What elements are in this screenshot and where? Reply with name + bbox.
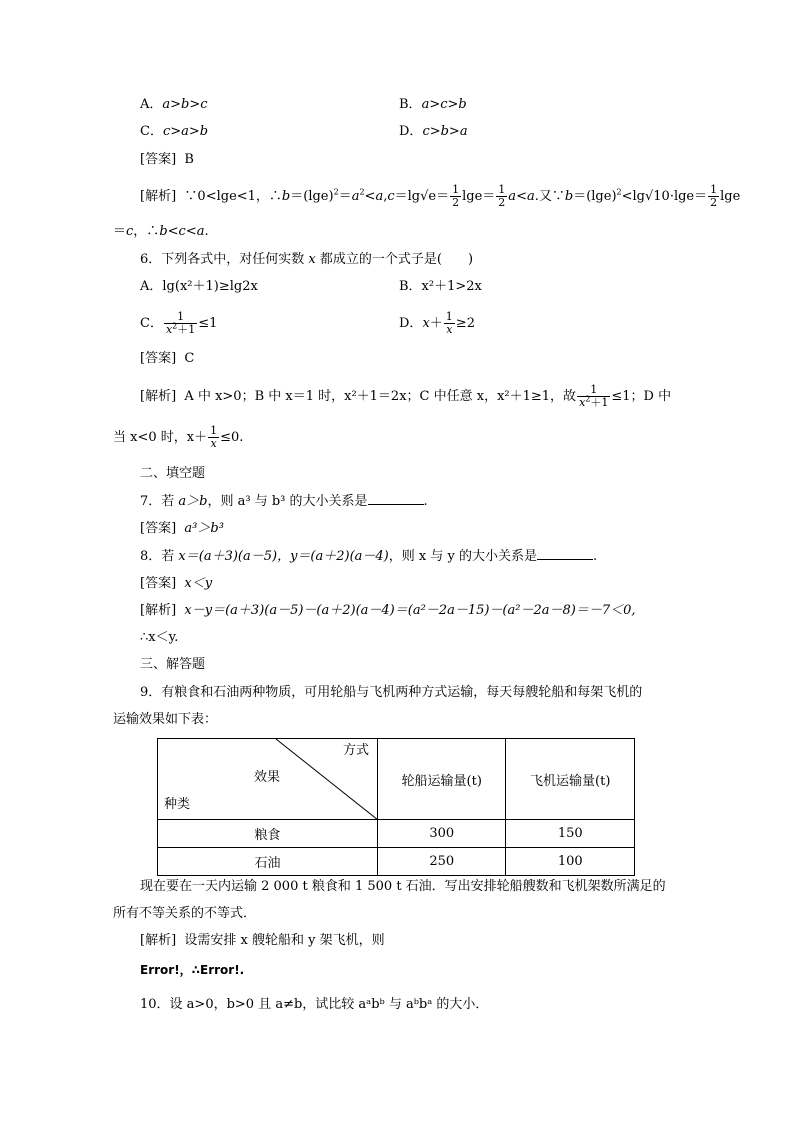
q10-stem: 10．设 a>0，b>0 且 a≠b，试比较 aᵃbᵇ 与 aᵇbᵃ 的大小．	[140, 997, 489, 1012]
q5-option-d: D．c>b>a	[399, 124, 468, 139]
section-title-fill-in: 二、填空题	[140, 466, 206, 481]
q8-stem: 8．若 x＝(a＋3)(a－5)，y＝(a＋2)(a－4)，则 x 与 y 的大小关系是 .	[140, 549, 598, 564]
cell-ship: 300	[377, 820, 506, 848]
section-title-solve: 三、解答题	[140, 657, 206, 672]
header-zhonglei: 种类	[164, 797, 191, 812]
q6-option-a: A．lg(x²＋1)≥lg2x	[140, 279, 258, 294]
q8-blank	[537, 547, 593, 560]
column-header-plane: 飞机运输量(t)	[506, 739, 635, 820]
q6-option-c: C． $\frac{1}{x^2+1}$ ≤1	[140, 310, 218, 336]
q6-stem: 6．下列各式中，对任何实数 x 都成立的一个式子是( )	[140, 252, 474, 267]
q6-answer: [答案] C	[140, 351, 195, 366]
q9-analysis: [解析] 设需安排 x 艘轮船和 y 架飞机，则	[140, 933, 385, 948]
q6-option-d: D．x＋ $\frac{1}{x}$ ≥2	[399, 310, 475, 336]
q7-blank	[368, 492, 424, 505]
q8-analysis-cont: ∴x＜y.	[140, 630, 179, 645]
header-fangshi: 方式	[342, 743, 369, 758]
q9-error-line: Error!，∴Error!.	[140, 963, 245, 977]
transport-table	[157, 738, 635, 876]
cell-plane: 100	[506, 848, 635, 876]
q5-answer: [答案] B	[140, 152, 194, 167]
q9-stem-cont: 运输效果如下表：	[113, 712, 218, 727]
table-row	[158, 820, 635, 848]
q9-requirement: 现在要在一天内运输 2 000 t 粮食和 1 500 t 石油．写出安排轮船艘数和飞机架数所满足的	[140, 879, 666, 894]
column-header-ship: 轮船运输量(t)	[377, 739, 506, 820]
q7-answer: [答案] a³＞b³	[140, 521, 224, 536]
row-name: 石油	[158, 848, 378, 876]
q5-option-b: B．a>c>b	[399, 97, 467, 112]
q6-option-b: B．x²＋1>2x	[399, 279, 482, 294]
q9-stem: 9．有粮食和石油两种物质，可用轮船与飞机两种方式运输，每天每艘轮船和每架飞机的	[140, 685, 643, 700]
q6-analysis: [解析] A 中 x>0；B 中 x＝1 时，x²＋1＝2x；C 中任意 x，x²＋1≥1，故 $\frac{1}{x^2+1}$ ≤1；D 中	[140, 383, 672, 409]
q7-stem: 7．若 a＞b，则 a³ 与 b³ 的大小关系是 .	[140, 494, 428, 509]
row-name: 粮食	[158, 820, 378, 848]
q8-answer: [答案] x＜y	[140, 576, 213, 591]
q6-analysis-cont: 当 x<0 时，x＋ $\frac{1}{x}$ ≤0.	[113, 424, 244, 450]
table-diagonal-header	[158, 739, 378, 820]
q9-requirement-cont: 所有不等关系的不等式．	[113, 906, 257, 921]
q5-analysis: [解析] ∵0<lge<1，$\therefore b=(\lg e)^2=a^2<a,c=\lg√e=$ $\frac{1}{2}$ lge＝ $\frac{1}{2}$ a<a.又$\because b=(\lg e)^2<\lg√10\cdot\lg e=$ $\frac{1}{2}$ lge	[140, 183, 741, 209]
q8-analysis: [解析] x－y＝(a＋3)(a－5)－(a＋2)(a－4)＝(a²－2a－15)－(a²－2a－8)＝－7＜0,	[140, 603, 636, 618]
header-xiaoguo: 效果	[254, 770, 281, 785]
q5-option-c: C．c>a>b	[140, 124, 209, 139]
cell-plane: 150	[506, 820, 635, 848]
q5-analysis-cont: ＝c，∴b<c<a.	[113, 224, 209, 239]
table-row	[158, 848, 635, 876]
cell-ship: 250	[377, 848, 506, 876]
q5-option-a: A．a>b>c	[140, 97, 208, 112]
